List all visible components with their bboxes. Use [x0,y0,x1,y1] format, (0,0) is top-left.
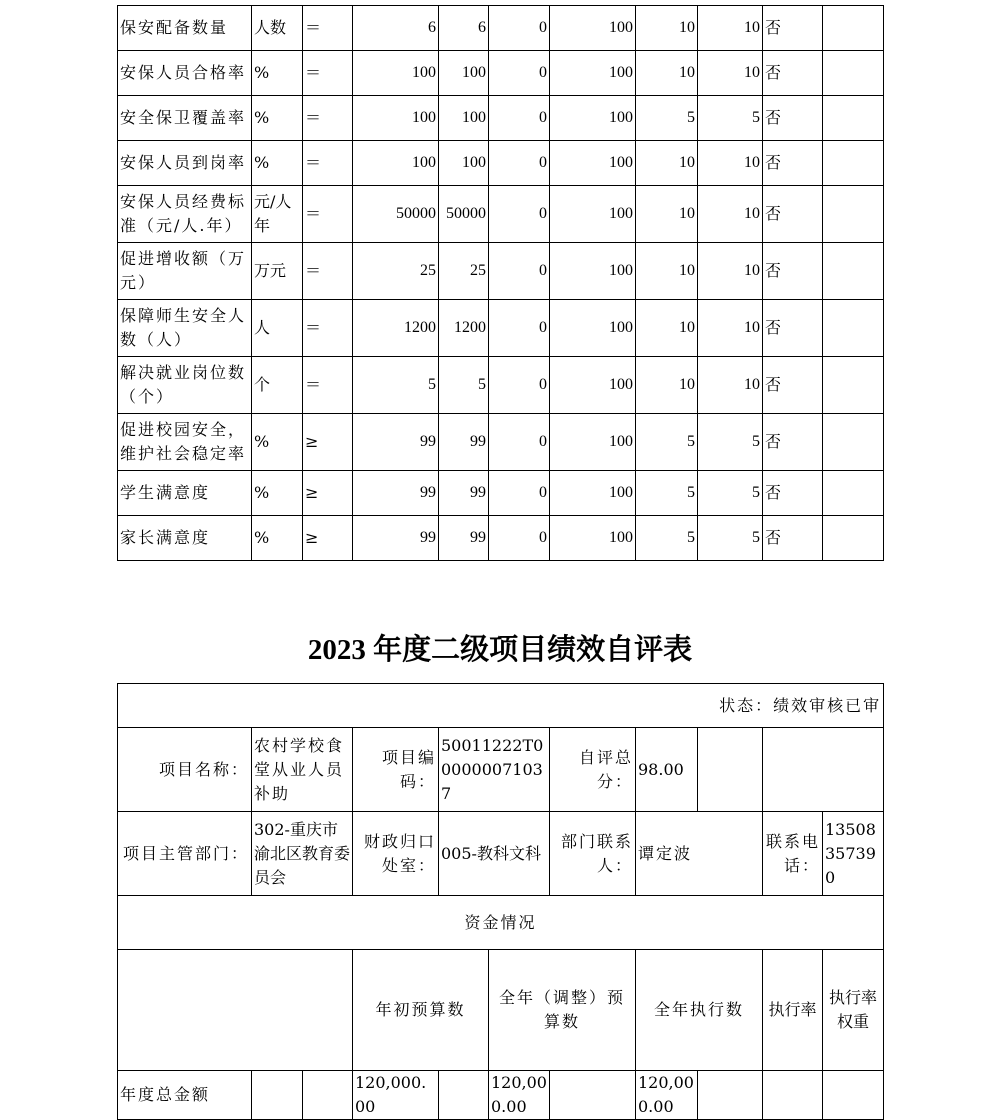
indicator-operator: ≥ [303,414,353,471]
header-adjusted-budget: 全年（调整）预算数 [489,950,636,1071]
header-initial-budget: 年初预算数 [353,950,489,1071]
self-score-label: 自评总分： [550,728,636,812]
dept-label: 项目主管部门： [118,812,252,896]
indicator-operator: ＝ [303,51,353,96]
blank-cell [823,186,884,243]
blank-cell [823,6,884,51]
table-row [118,141,884,186]
weight-value: 5 [636,96,698,141]
deviation-flag: 否 [763,516,823,561]
score-value: 10 [698,300,763,357]
blank-cell [823,243,884,300]
actual-value: 99 [439,516,489,561]
indicator-operator: ≥ [303,471,353,516]
target-value: 5 [353,357,439,414]
blank-cell [698,1071,763,1120]
self-score-value: 98.00 [636,728,698,812]
indicator-unit: 人数 [252,6,303,51]
completion-rate: 100 [550,414,636,471]
target-value: 50000 [353,186,439,243]
table-row [118,6,884,51]
actual-value: 25 [439,243,489,300]
table-row [118,471,884,516]
project-table [117,683,884,1120]
weight-value: 10 [636,357,698,414]
deviation-flag: 否 [763,300,823,357]
score-value: 5 [698,96,763,141]
contact-label: 部门联系人： [550,812,636,896]
table-row [118,243,884,300]
indicator-unit: % [252,51,303,96]
total-amount-label: 年度总金额 [118,1071,252,1120]
project-name-value: 农村学校食堂从业人员补助 [252,728,353,812]
blank-cell [823,96,884,141]
weight-value: 10 [636,141,698,186]
score-value: 10 [698,51,763,96]
deviation-value: 0 [489,516,550,561]
indicator-operator: ＝ [303,141,353,186]
indicator-operator: ＝ [303,243,353,300]
indicator-unit: % [252,471,303,516]
indicator-unit: 元/人年 [252,186,303,243]
blank-cell [823,51,884,96]
deviation-value: 0 [489,141,550,186]
metrics-body [118,6,884,561]
weight-value: 5 [636,516,698,561]
initial-budget-value: 120,000.00 [353,1071,439,1120]
completion-rate: 100 [550,186,636,243]
deviation-flag: 否 [763,96,823,141]
project-name-label: 项目名称： [118,728,252,812]
weight-value: 10 [636,243,698,300]
indicator-name: 促进增收额（万元） [118,243,252,300]
indicator-unit: 个 [252,357,303,414]
office-value: 005-教科文科 [439,812,550,896]
table-row [118,51,884,96]
completion-rate: 100 [550,300,636,357]
blank-cell [439,1071,489,1120]
indicator-name: 保障师生安全人数（人） [118,300,252,357]
blank-cell [823,1071,884,1120]
deviation-value: 0 [489,6,550,51]
adjusted-budget-value: 120,000.00 [489,1071,550,1120]
deviation-flag: 否 [763,357,823,414]
blank-cell [763,1071,823,1120]
deviation-flag: 否 [763,414,823,471]
indicator-unit: % [252,141,303,186]
project-code-label: 项目编码： [353,728,439,812]
completion-rate: 100 [550,471,636,516]
phone-label: 联系电话： [763,812,823,896]
executed-value: 120,000.00 [636,1071,698,1120]
target-value: 6 [353,6,439,51]
funds-section-title: 资金情况 [118,896,884,950]
deviation-flag: 否 [763,243,823,300]
dept-value: 302-重庆市渝北区教育委员会 [252,812,353,896]
actual-value: 99 [439,471,489,516]
indicator-unit: 万元 [252,243,303,300]
metrics-table [117,5,884,561]
indicator-operator: ＝ [303,96,353,141]
score-value: 5 [698,414,763,471]
actual-value: 5 [439,357,489,414]
blank-cell [823,300,884,357]
indicator-operator: ≥ [303,516,353,561]
deviation-value: 0 [489,471,550,516]
indicator-unit: % [252,96,303,141]
deviation-flag: 否 [763,51,823,96]
indicator-name: 解决就业岗位数（个） [118,357,252,414]
header-exec-rate: 执行率 [763,950,823,1071]
deviation-flag: 否 [763,471,823,516]
weight-value: 10 [636,6,698,51]
indicator-unit: 人 [252,300,303,357]
completion-rate: 100 [550,243,636,300]
completion-rate: 100 [550,51,636,96]
blank-cell [823,141,884,186]
score-value: 10 [698,6,763,51]
blank-cell [118,950,353,1071]
indicator-name: 安保人员合格率 [118,51,252,96]
table-row [118,357,884,414]
completion-rate: 100 [550,516,636,561]
actual-value: 50000 [439,186,489,243]
deviation-flag: 否 [763,186,823,243]
blank-cell [550,1071,636,1120]
deviation-value: 0 [489,300,550,357]
table-row [118,96,884,141]
score-value: 10 [698,357,763,414]
deviation-value: 0 [489,96,550,141]
status-text: 状态：绩效审核已审 [118,684,884,728]
table-row [118,300,884,357]
indicator-unit: % [252,516,303,561]
table-row [118,414,884,471]
blank-cell [823,357,884,414]
indicator-name: 安保人员到岗率 [118,141,252,186]
indicator-name: 安保人员经费标准（元/人.年） [118,186,252,243]
completion-rate: 100 [550,141,636,186]
page-title: 2023 年度二级项目绩效自评表 [307,634,693,666]
deviation-value: 0 [489,243,550,300]
table-row [118,186,884,243]
blank-cell [823,516,884,561]
deviation-flag: 否 [763,141,823,186]
score-value: 10 [698,243,763,300]
deviation-value: 0 [489,186,550,243]
indicator-unit: % [252,414,303,471]
deviation-flag: 否 [763,6,823,51]
table-row [118,516,884,561]
target-value: 25 [353,243,439,300]
actual-value: 100 [439,51,489,96]
actual-value: 100 [439,141,489,186]
indicator-operator: ＝ [303,357,353,414]
score-value: 5 [698,471,763,516]
completion-rate: 100 [550,96,636,141]
completion-rate: 100 [550,6,636,51]
deviation-value: 0 [489,51,550,96]
indicator-operator: ＝ [303,6,353,51]
indicator-name: 促进校园安全，维护社会稳定率 [118,414,252,471]
contact-value: 谭定波 [636,812,763,896]
actual-value: 1200 [439,300,489,357]
actual-value: 100 [439,96,489,141]
indicator-operator: ＝ [303,300,353,357]
project-code-value: 50011222T000000071037 [439,728,550,812]
indicator-name: 学生满意度 [118,471,252,516]
score-value: 10 [698,186,763,243]
blank-cell [823,414,884,471]
indicator-name: 安全保卫覆盖率 [118,96,252,141]
target-value: 100 [353,96,439,141]
weight-value: 10 [636,186,698,243]
target-value: 99 [353,516,439,561]
target-value: 100 [353,51,439,96]
target-value: 99 [353,471,439,516]
weight-value: 5 [636,471,698,516]
header-exec-weight: 执行率权重 [823,950,884,1071]
phone-value: 13508357390 [823,812,884,896]
completion-rate: 100 [550,357,636,414]
target-value: 100 [353,141,439,186]
deviation-value: 0 [489,357,550,414]
deviation-value: 0 [489,414,550,471]
blank-cell [303,1071,353,1120]
score-value: 5 [698,516,763,561]
header-executed: 全年执行数 [636,950,763,1071]
weight-value: 10 [636,300,698,357]
blank-cell [698,728,763,812]
office-label: 财政归口处室： [353,812,439,896]
score-value: 10 [698,141,763,186]
indicator-name: 保安配备数量 [118,6,252,51]
target-value: 99 [353,414,439,471]
indicator-operator: ＝ [303,186,353,243]
weight-value: 10 [636,51,698,96]
weight-value: 5 [636,414,698,471]
blank-cell [763,728,884,812]
actual-value: 6 [439,6,489,51]
blank-cell [823,471,884,516]
blank-cell [252,1071,303,1120]
indicator-name: 家长满意度 [118,516,252,561]
target-value: 1200 [353,300,439,357]
actual-value: 99 [439,414,489,471]
